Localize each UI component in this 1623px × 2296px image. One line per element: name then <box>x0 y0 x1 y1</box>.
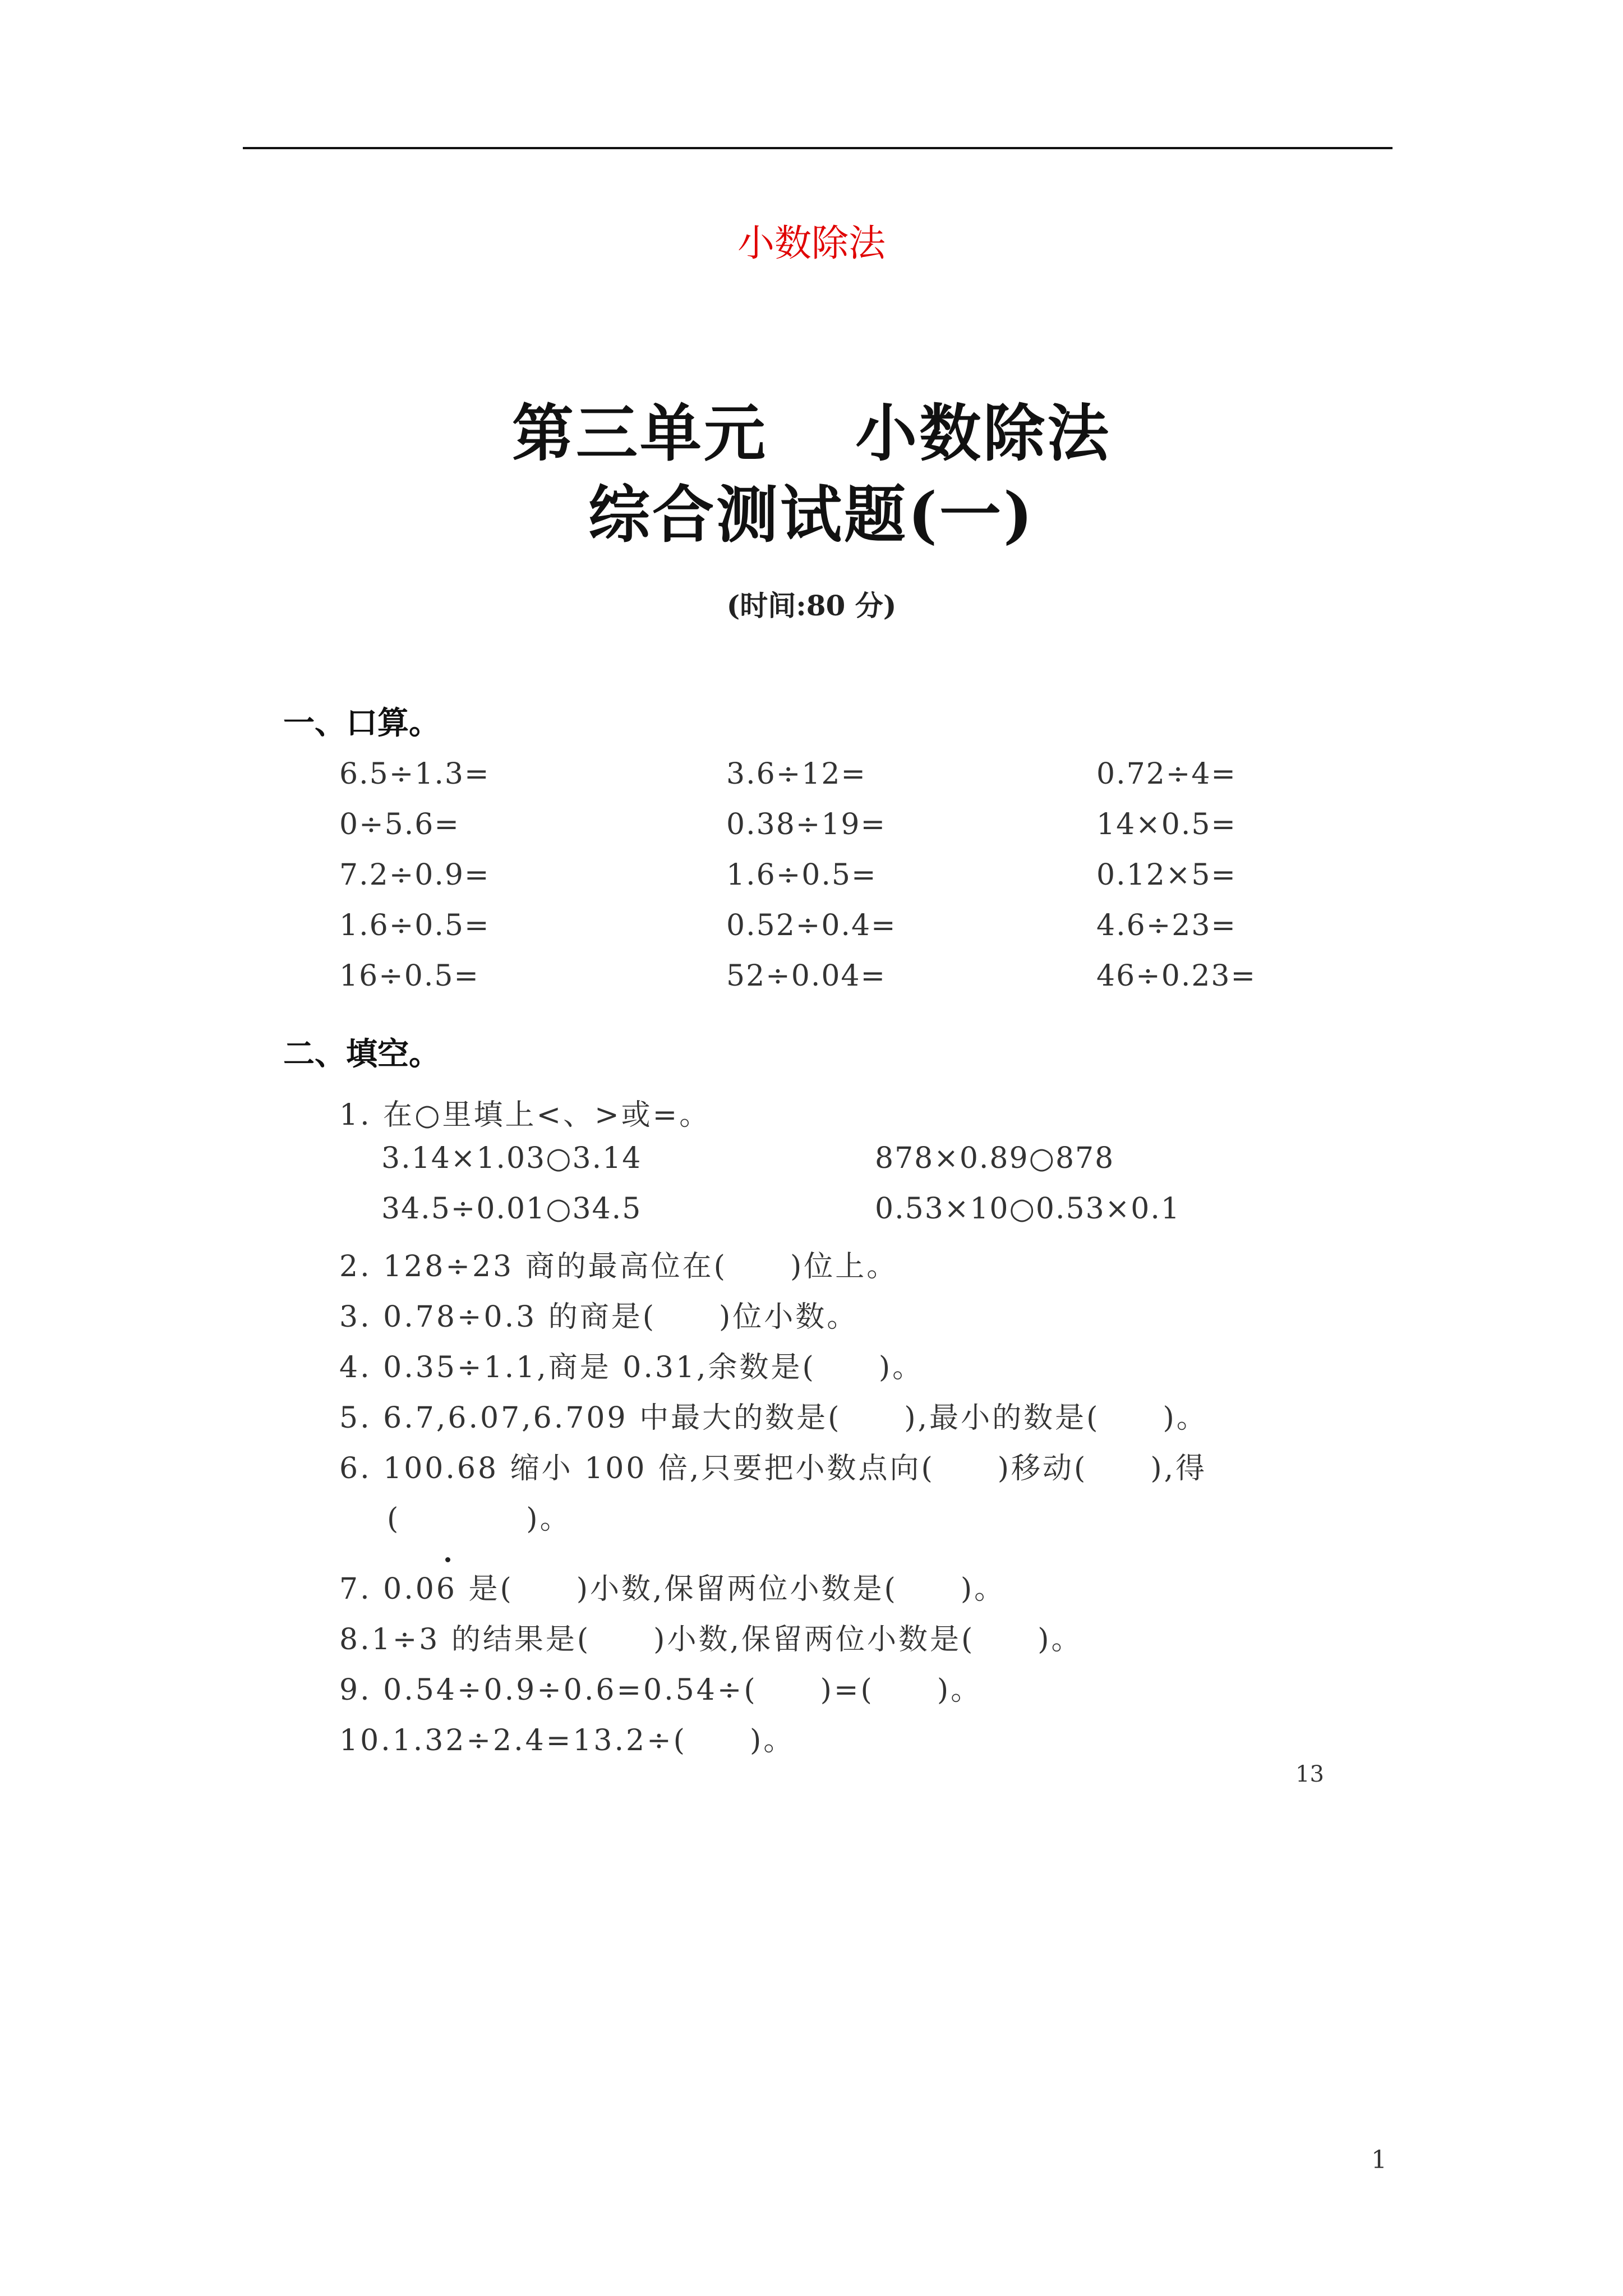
header-title: 小数除法 <box>737 222 886 265</box>
calc-item: 1.6÷0.5= <box>726 858 877 892</box>
calc-item: 4.6÷23= <box>1096 909 1237 942</box>
calc-item: 0.72÷4= <box>1096 757 1237 791</box>
calc-item: 0.52÷0.4= <box>726 909 897 942</box>
header-rule <box>243 147 1393 149</box>
calc-item: 16÷0.5= <box>339 959 480 993</box>
question-6: 6. 100.68 缩小 100 倍,只要把小数点向( )移动( ),得 <box>339 1452 1207 1485</box>
question-1: 1. 在○里填上<、>或=。 <box>339 1098 711 1132</box>
question-7: 7. 0.06 是( )小数,保留两位小数是( )。 <box>339 1572 1006 1606</box>
inner-page-number: 13 <box>1295 1761 1324 1787</box>
compare-item: 0.53×10○0.53×0.1 <box>875 1192 1181 1226</box>
calc-item: 46÷0.23= <box>1096 959 1257 993</box>
section1-heading: 一、口算。 <box>283 705 440 742</box>
repeating-decimal-dot <box>445 1557 450 1562</box>
question-2: 2. 128÷23 商的最高位在( )位上。 <box>339 1250 898 1283</box>
compare-item: 34.5÷0.01○34.5 <box>381 1192 642 1226</box>
question-10: 10.1.32÷2.4=13.2÷( )。 <box>339 1724 795 1757</box>
calc-item: 1.6÷0.5= <box>339 909 490 942</box>
calc-item: 0.12×5= <box>1096 858 1237 892</box>
calc-item: 3.6÷12= <box>726 757 867 791</box>
question-4: 4. 0.35÷1.1,商是 0.31,余数是( )。 <box>339 1351 924 1384</box>
compare-item: 878×0.89○878 <box>875 1142 1115 1175</box>
question-3: 3. 0.78÷0.3 的商是( )位小数。 <box>339 1300 859 1334</box>
compare-item: 3.14×1.03○3.14 <box>381 1142 642 1175</box>
section2-heading: 二、填空。 <box>283 1036 440 1073</box>
calc-item: 6.5÷1.3= <box>339 757 490 791</box>
calc-item: 0÷5.6= <box>339 808 460 841</box>
main-title-line2: 综合测试题(一) <box>588 478 1035 551</box>
time-limit: (时间:80 分) <box>726 589 897 622</box>
footer-page-number: 1 <box>1371 2146 1387 2174</box>
calc-item: 14×0.5= <box>1096 808 1237 841</box>
calc-item: 52÷0.04= <box>726 959 887 993</box>
question-5: 5. 6.7,6.07,6.709 中最大的数是( ),最小的数是( )。 <box>339 1401 1208 1435</box>
calc-item: 7.2÷0.9= <box>339 858 490 892</box>
question-9: 9. 0.54÷0.9÷0.6=0.54÷( )=( )。 <box>339 1673 983 1707</box>
main-title-line1: 第三单元 小数除法 <box>511 397 1112 470</box>
question-6-continued: ( )。 <box>387 1502 571 1536</box>
question-8: 8.1÷3 的结果是( )小数,保留两位小数是( )。 <box>339 1623 1083 1657</box>
calc-item: 0.38÷19= <box>726 808 887 841</box>
